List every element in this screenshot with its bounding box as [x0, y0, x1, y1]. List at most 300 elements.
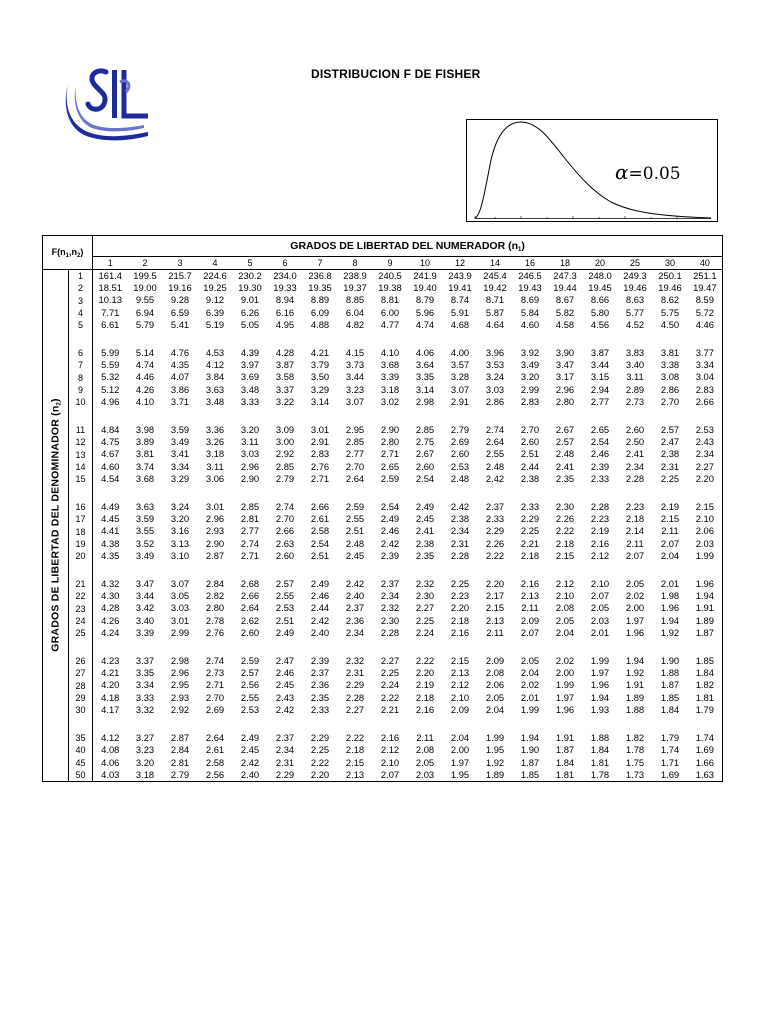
- table-cell: 2.48: [555, 448, 575, 460]
- table-cell: 2.33: [485, 513, 505, 525]
- table-cell: 2.64: [240, 602, 260, 614]
- column-number: 8: [338, 257, 373, 270]
- table-cell: 4.06: [101, 756, 120, 768]
- table-cell: 5.05: [240, 318, 260, 330]
- row-number: 11: [69, 424, 93, 436]
- table-cell: 4.28: [101, 602, 120, 614]
- table-cell: 2.92: [170, 703, 190, 715]
- table-cell: 5.96: [415, 306, 435, 318]
- table-cell: 5.14: [135, 347, 155, 359]
- table-cell: 4.58: [555, 318, 575, 330]
- column-number: 18: [548, 257, 583, 270]
- table-cell: 2.34: [275, 744, 295, 756]
- column-number: 2: [128, 257, 163, 270]
- table-cell: 2.91: [310, 436, 330, 448]
- table-cell: 3.20: [170, 513, 190, 525]
- table-cell: 3.33: [135, 691, 155, 703]
- table-cell: 2.04: [450, 732, 470, 744]
- table-cell: 10.13: [98, 294, 122, 306]
- column-number: 40: [688, 257, 723, 270]
- table-cell: 2.05: [485, 691, 505, 703]
- table-cell: 19.33: [273, 282, 297, 294]
- table-cell: 1.79: [688, 704, 723, 716]
- table-cell: 238.9: [343, 270, 367, 281]
- table-cell: 2.70: [275, 513, 295, 525]
- table-cell: 2.84: [170, 744, 190, 756]
- table-cell: 2.02: [555, 655, 575, 667]
- table-cell: 3.33: [240, 395, 260, 407]
- table-cell: 1.90: [660, 655, 680, 667]
- table-cell: 4.64: [485, 318, 505, 330]
- table-cell: 4.20: [101, 679, 120, 691]
- table-cell: 2.87: [205, 549, 225, 561]
- table-cell: 4.38: [101, 537, 120, 549]
- table-cell: 3.52: [135, 537, 155, 549]
- table-row: [43, 270, 723, 283]
- table-cell: 19.00: [133, 282, 157, 294]
- table-cell: 2.74: [275, 501, 295, 513]
- table-cell: 2.02: [625, 590, 645, 602]
- table-cell: 8.74: [450, 294, 470, 306]
- table-cell: 3.28: [450, 371, 470, 383]
- table-cell: 1.87: [555, 744, 575, 756]
- table-cell: 2.24: [415, 626, 435, 638]
- table-cell: 4.12: [101, 732, 120, 744]
- table-cell: 2.85: [240, 501, 260, 513]
- group-gap: [43, 716, 723, 732]
- table-cell: 3.22: [275, 395, 295, 407]
- table-cell: 2.18: [450, 614, 470, 626]
- table-cell: 2.05: [520, 655, 540, 667]
- table-cell: 3.53: [485, 359, 505, 371]
- table-cell: 236.8: [308, 270, 332, 281]
- f-distribution-plot: [466, 119, 718, 222]
- table-cell: 19.35: [308, 282, 332, 294]
- table-cell: 3.86: [170, 383, 190, 395]
- table-cell: 2.09: [450, 703, 470, 715]
- table-row: [43, 704, 723, 716]
- table-cell: 2.28: [450, 549, 470, 561]
- table-cell: 3.71: [170, 395, 190, 407]
- table-cell: 2.00: [450, 744, 470, 756]
- table-row: [43, 578, 723, 590]
- table-cell: 2.85: [275, 460, 295, 472]
- table-cell: 6.09: [310, 306, 330, 318]
- table-cell: 2.11: [661, 525, 679, 537]
- table-row: [43, 436, 723, 448]
- table-cell: 2.15: [555, 549, 575, 561]
- table-cell: 3.40: [135, 614, 155, 626]
- table-cell: 2.31: [275, 756, 295, 768]
- table-cell: 3.35: [135, 667, 155, 679]
- table-cell: 2.18: [555, 537, 575, 549]
- table-cell: 2.40: [310, 626, 330, 638]
- table-cell: 2.06: [688, 525, 723, 537]
- row-number: 26: [69, 655, 93, 667]
- table-cell: 2.57: [660, 424, 680, 436]
- table-cell: 2.46: [310, 590, 330, 602]
- table-cell: 2.10: [380, 756, 400, 768]
- row-number: 17: [69, 513, 93, 525]
- table-row: [43, 461, 723, 473]
- row-number: 10: [69, 396, 93, 408]
- table-cell: 2.42: [240, 756, 260, 768]
- table-cell: 4.06: [415, 347, 435, 359]
- table-cell: 3.24: [485, 371, 505, 383]
- table-cell: 2.80: [380, 436, 400, 448]
- table-cell: 3.16: [170, 525, 190, 537]
- table-cell: 5.79: [135, 318, 155, 330]
- table-cell: 2.19: [590, 525, 610, 537]
- table-cell: 2.32: [380, 602, 400, 614]
- table-cell: 2.65: [590, 424, 610, 436]
- table-cell: 2.10: [555, 590, 575, 602]
- table-cell: 240.5: [378, 270, 402, 281]
- table-row: [43, 732, 723, 744]
- table-cell: 2.89: [625, 383, 645, 395]
- table-cell: 2.77: [345, 448, 365, 460]
- table-cell: 4.54: [101, 472, 120, 484]
- table-cell: 2.82: [205, 590, 225, 602]
- table-cell: 6.61: [101, 318, 120, 330]
- table-cell: 2.38: [415, 537, 435, 549]
- table-cell: 3.07: [450, 383, 470, 395]
- table-cell: 2.13: [450, 667, 470, 679]
- table-cell: 1.69: [653, 769, 688, 782]
- table-cell: 161.4: [98, 270, 122, 281]
- table-cell: 2.30: [415, 590, 435, 602]
- table-cell: 2.25: [415, 614, 435, 626]
- table-cell: 2.20: [485, 578, 505, 590]
- table-cell: 4.10: [135, 395, 155, 407]
- table-cell: 1.71: [660, 756, 680, 768]
- table-cell: 2.13: [485, 614, 505, 626]
- table-cell: 2.84: [205, 578, 225, 590]
- table-cell: 4.17: [101, 703, 120, 715]
- table-cell: 2.55: [240, 691, 260, 703]
- table-cell: 2.80: [205, 602, 225, 614]
- table-cell: 2.34: [625, 460, 645, 472]
- table-cell: 2.28: [380, 626, 400, 638]
- table-cell: 3.40: [625, 359, 645, 371]
- table-cell: 2.79: [163, 769, 198, 782]
- table-cell: 2.53: [450, 460, 470, 472]
- table-cell: 1.97: [590, 667, 610, 679]
- table-cell: 3.04: [688, 371, 723, 383]
- table-cell: 2.01: [590, 626, 610, 638]
- row-number: 9: [69, 384, 93, 396]
- table-cell: 2.26: [555, 513, 575, 525]
- table-cell: 2.36: [345, 614, 365, 626]
- row-number: 50: [69, 769, 93, 782]
- table-row: [43, 744, 723, 756]
- table-cell: 2.95: [345, 424, 365, 436]
- table-cell: 1.92: [625, 667, 645, 679]
- numerator-header: GRADOS DE LIBERTAD DEL NUMERADOR $(n_1)$: [93, 236, 723, 257]
- table-cell: 3.34: [688, 359, 723, 371]
- table-cell: 3.39: [380, 371, 400, 383]
- table-cell: 1.84: [660, 703, 680, 715]
- table-cell: 2.05: [555, 614, 575, 626]
- table-cell: 3.83: [625, 347, 645, 359]
- table-row: [43, 692, 723, 704]
- table-cell: 2.27: [688, 461, 723, 473]
- table-cell: 2.20: [415, 667, 435, 679]
- table-cell: 3.58: [275, 371, 295, 383]
- table-cell: 2.54: [590, 436, 610, 448]
- table-cell: 2.38: [660, 448, 680, 460]
- table-cell: 2.99: [520, 383, 540, 395]
- table-cell: 3.05: [170, 590, 190, 602]
- table-cell: 1.78: [625, 744, 645, 756]
- table-cell: 2.35: [555, 472, 575, 484]
- table-cell: 2.65: [380, 460, 400, 472]
- table-cell: 2.29: [268, 769, 303, 782]
- table-cell: 1.73: [618, 769, 653, 782]
- table-cell: 3.44: [135, 590, 155, 602]
- table-cell: 19.41: [448, 282, 472, 294]
- table-cell: 2.29: [310, 732, 330, 744]
- table-row: [43, 757, 723, 769]
- table-cell: 19.30: [238, 282, 262, 294]
- table-cell: 2.37: [310, 667, 330, 679]
- table-row: [43, 501, 723, 513]
- table-cell: 2.48: [485, 460, 505, 472]
- f-density-curve: [467, 120, 719, 223]
- table-cell: 2.99: [170, 626, 190, 638]
- table-cell: 2.50: [625, 436, 645, 448]
- table-cell: 2.16: [380, 732, 400, 744]
- table-cell: 6.16: [275, 306, 295, 318]
- column-number: 6: [268, 257, 303, 270]
- table-row: [43, 590, 723, 602]
- table-cell: 250.1: [658, 270, 682, 281]
- table-cell: 224.6: [203, 270, 227, 281]
- table-cell: 5.82: [555, 306, 575, 318]
- table-cell: 3.64: [415, 359, 435, 371]
- table-cell: 2.15: [660, 513, 680, 525]
- table-cell: 9.01: [240, 294, 260, 306]
- table-cell: 1.88: [660, 667, 680, 679]
- table-cell: 2.87: [170, 732, 190, 744]
- table-cell: 1.89: [478, 769, 513, 782]
- table-cell: 6.00: [380, 306, 400, 318]
- table-cell: 2.39: [590, 460, 610, 472]
- table-cell: 3.87: [590, 347, 610, 359]
- row-number: 29: [69, 692, 93, 704]
- table-cell: 1.92: [485, 756, 505, 768]
- table-cell: 2.07: [660, 537, 680, 549]
- table-cell: 1.94: [688, 590, 723, 602]
- table-cell: 2.12: [590, 549, 610, 561]
- table-row: [43, 396, 723, 408]
- table-row: [43, 655, 723, 667]
- table-cell: 19.25: [203, 282, 227, 294]
- table-cell: 3.96: [485, 347, 505, 359]
- table-cell: 6.59: [170, 306, 190, 318]
- column-number: 25: [618, 257, 653, 270]
- table-cell: 245.4: [483, 270, 507, 281]
- table-cell: 1.95: [485, 744, 505, 756]
- table-body: [43, 270, 723, 782]
- table-row: [43, 538, 723, 550]
- column-number: 3: [163, 257, 198, 270]
- table-cell: 2.62: [240, 614, 260, 626]
- table-cell: 2.28: [625, 472, 645, 484]
- table-cell: 3.15: [590, 371, 610, 383]
- table-cell: 2.28: [345, 691, 365, 703]
- table-cell: 2.92: [275, 448, 295, 460]
- table-cell: 2.41: [555, 460, 575, 472]
- table-cell: 2.59: [345, 501, 365, 513]
- table-cell: 1.97: [555, 691, 575, 703]
- table-cell: 2.01: [660, 578, 680, 590]
- table-cell: 8.79: [415, 294, 435, 306]
- table-cell: 1.94: [590, 691, 610, 703]
- row-number: 13: [69, 448, 93, 460]
- table-row: [43, 307, 723, 319]
- table-cell: 2.29: [345, 679, 365, 691]
- table-cell: 3.01: [205, 501, 225, 513]
- table-cell: 2.42: [380, 537, 400, 549]
- table-cell: 4.96: [101, 395, 120, 407]
- table-cell: 3.20: [520, 371, 540, 383]
- table-cell: 8.69: [520, 294, 540, 306]
- table-cell: 3.07: [345, 395, 365, 407]
- column-number: 14: [478, 257, 513, 270]
- table-cell: 2.08: [415, 744, 435, 756]
- table-cell: 1.63: [688, 769, 723, 782]
- table-cell: 2.71: [310, 472, 330, 484]
- table-cell: 2.38: [520, 472, 540, 484]
- table-cell: 2.47: [660, 436, 680, 448]
- table-cell: 3.37: [275, 383, 295, 395]
- table-cell: 4.07: [170, 371, 190, 383]
- table-cell: 3.20: [240, 424, 260, 436]
- table-cell: 19.46: [658, 282, 682, 294]
- table-cell: 2.43: [275, 691, 295, 703]
- table-cell: 6.04: [345, 306, 365, 318]
- table-cell: 1.97: [625, 614, 645, 626]
- column-header-row: [43, 257, 723, 270]
- table-cell: 2.20: [450, 602, 470, 614]
- table-cell: 1.85: [660, 691, 680, 703]
- table-cell: 2.79: [450, 424, 470, 436]
- table-cell: 3.44: [590, 359, 610, 371]
- table-cell: 2.03: [590, 614, 610, 626]
- table-cell: 2.57: [275, 578, 295, 590]
- table-cell: 2.06: [485, 679, 505, 691]
- table-cell: 2.57: [555, 436, 575, 448]
- table-cell: 3.48: [240, 383, 260, 395]
- table-cell: 3.47: [555, 359, 575, 371]
- table-cell: 19.42: [483, 282, 507, 294]
- table-cell: 2.31: [450, 537, 470, 549]
- table-cell: 2.16: [415, 703, 435, 715]
- table-cell: 5.87: [485, 306, 505, 318]
- table-cell: 3.81: [660, 347, 680, 359]
- table-cell: 2.10: [688, 513, 723, 525]
- table-cell: 2.18: [345, 744, 365, 756]
- table-cell: 2.90: [205, 537, 225, 549]
- table-row: [43, 282, 723, 294]
- row-number: 20: [69, 550, 93, 562]
- table-cell: 3.26: [205, 436, 225, 448]
- table-cell: 2.05: [590, 602, 610, 614]
- table-cell: 3.03: [485, 383, 505, 395]
- row-number: 12: [69, 436, 93, 448]
- table-cell: 3.37: [135, 655, 155, 667]
- table-cell: 4.75: [101, 436, 120, 448]
- row-number: 22: [69, 590, 93, 602]
- table-cell: 230.2: [238, 270, 262, 281]
- table-cell: 2.98: [170, 655, 190, 667]
- table-cell: 3.49: [170, 436, 190, 448]
- row-number: 21: [69, 578, 93, 590]
- table-cell: 2.20: [688, 473, 723, 485]
- table-cell: 2.93: [170, 691, 190, 703]
- table-cell: 1.84: [688, 667, 723, 679]
- table-cell: 2.70: [660, 395, 680, 407]
- table-cell: 2.07: [625, 549, 645, 561]
- table-cell: 1.95: [443, 769, 478, 782]
- table-cell: 8.59: [688, 294, 723, 306]
- table-cell: 1.99: [520, 703, 540, 715]
- table-cell: 2.54: [310, 537, 330, 549]
- table-cell: 2.56: [240, 679, 260, 691]
- table-cell: 5.12: [101, 383, 120, 395]
- table-cell: 3.48: [205, 395, 225, 407]
- table-cell: 2.00: [555, 667, 575, 679]
- table-cell: 2.18: [520, 549, 540, 561]
- table-cell: 2.15: [345, 756, 365, 768]
- table-cell: 3.03: [170, 602, 190, 614]
- table-cell: 3.68: [135, 472, 155, 484]
- row-number: 2: [69, 282, 93, 294]
- table-cell: 3.57: [450, 359, 470, 371]
- table-cell: 2.01: [520, 691, 540, 703]
- table-cell: 4.39: [240, 347, 260, 359]
- table-cell: 2.77: [590, 395, 610, 407]
- table-cell: 3.27: [135, 732, 155, 744]
- table-cell: 19.45: [588, 282, 612, 294]
- table-cell: 3.79: [310, 359, 330, 371]
- table-cell: 2.91: [450, 395, 470, 407]
- table-cell: 2.34: [345, 626, 365, 638]
- table-cell: 8.66: [590, 294, 610, 306]
- table-cell: 2.45: [275, 679, 295, 691]
- table-cell: 1.99: [590, 655, 610, 667]
- table-cell: 2.31: [660, 460, 680, 472]
- table-cell: 4.84: [101, 424, 120, 436]
- table-cell: 2.81: [240, 513, 260, 525]
- table-cell: 2.58: [205, 756, 225, 768]
- table-cell: 2.35: [415, 549, 435, 561]
- table-cell: 2.12: [555, 578, 575, 590]
- table-cell: 4.74: [415, 318, 435, 330]
- table-cell: 3.18: [128, 769, 163, 782]
- table-cell: 1.91: [625, 679, 645, 691]
- row-number: 25: [69, 627, 93, 639]
- table-cell: 2.41: [625, 448, 645, 460]
- table-cell: 1.94: [520, 732, 540, 744]
- table-cell: 2.68: [240, 578, 260, 590]
- table-cell: 2.80: [555, 395, 575, 407]
- table-cell: 1.96: [590, 679, 610, 691]
- table-cell: 3.42: [135, 602, 155, 614]
- table-cell: 1.98: [660, 590, 680, 602]
- row-number: 24: [69, 615, 93, 627]
